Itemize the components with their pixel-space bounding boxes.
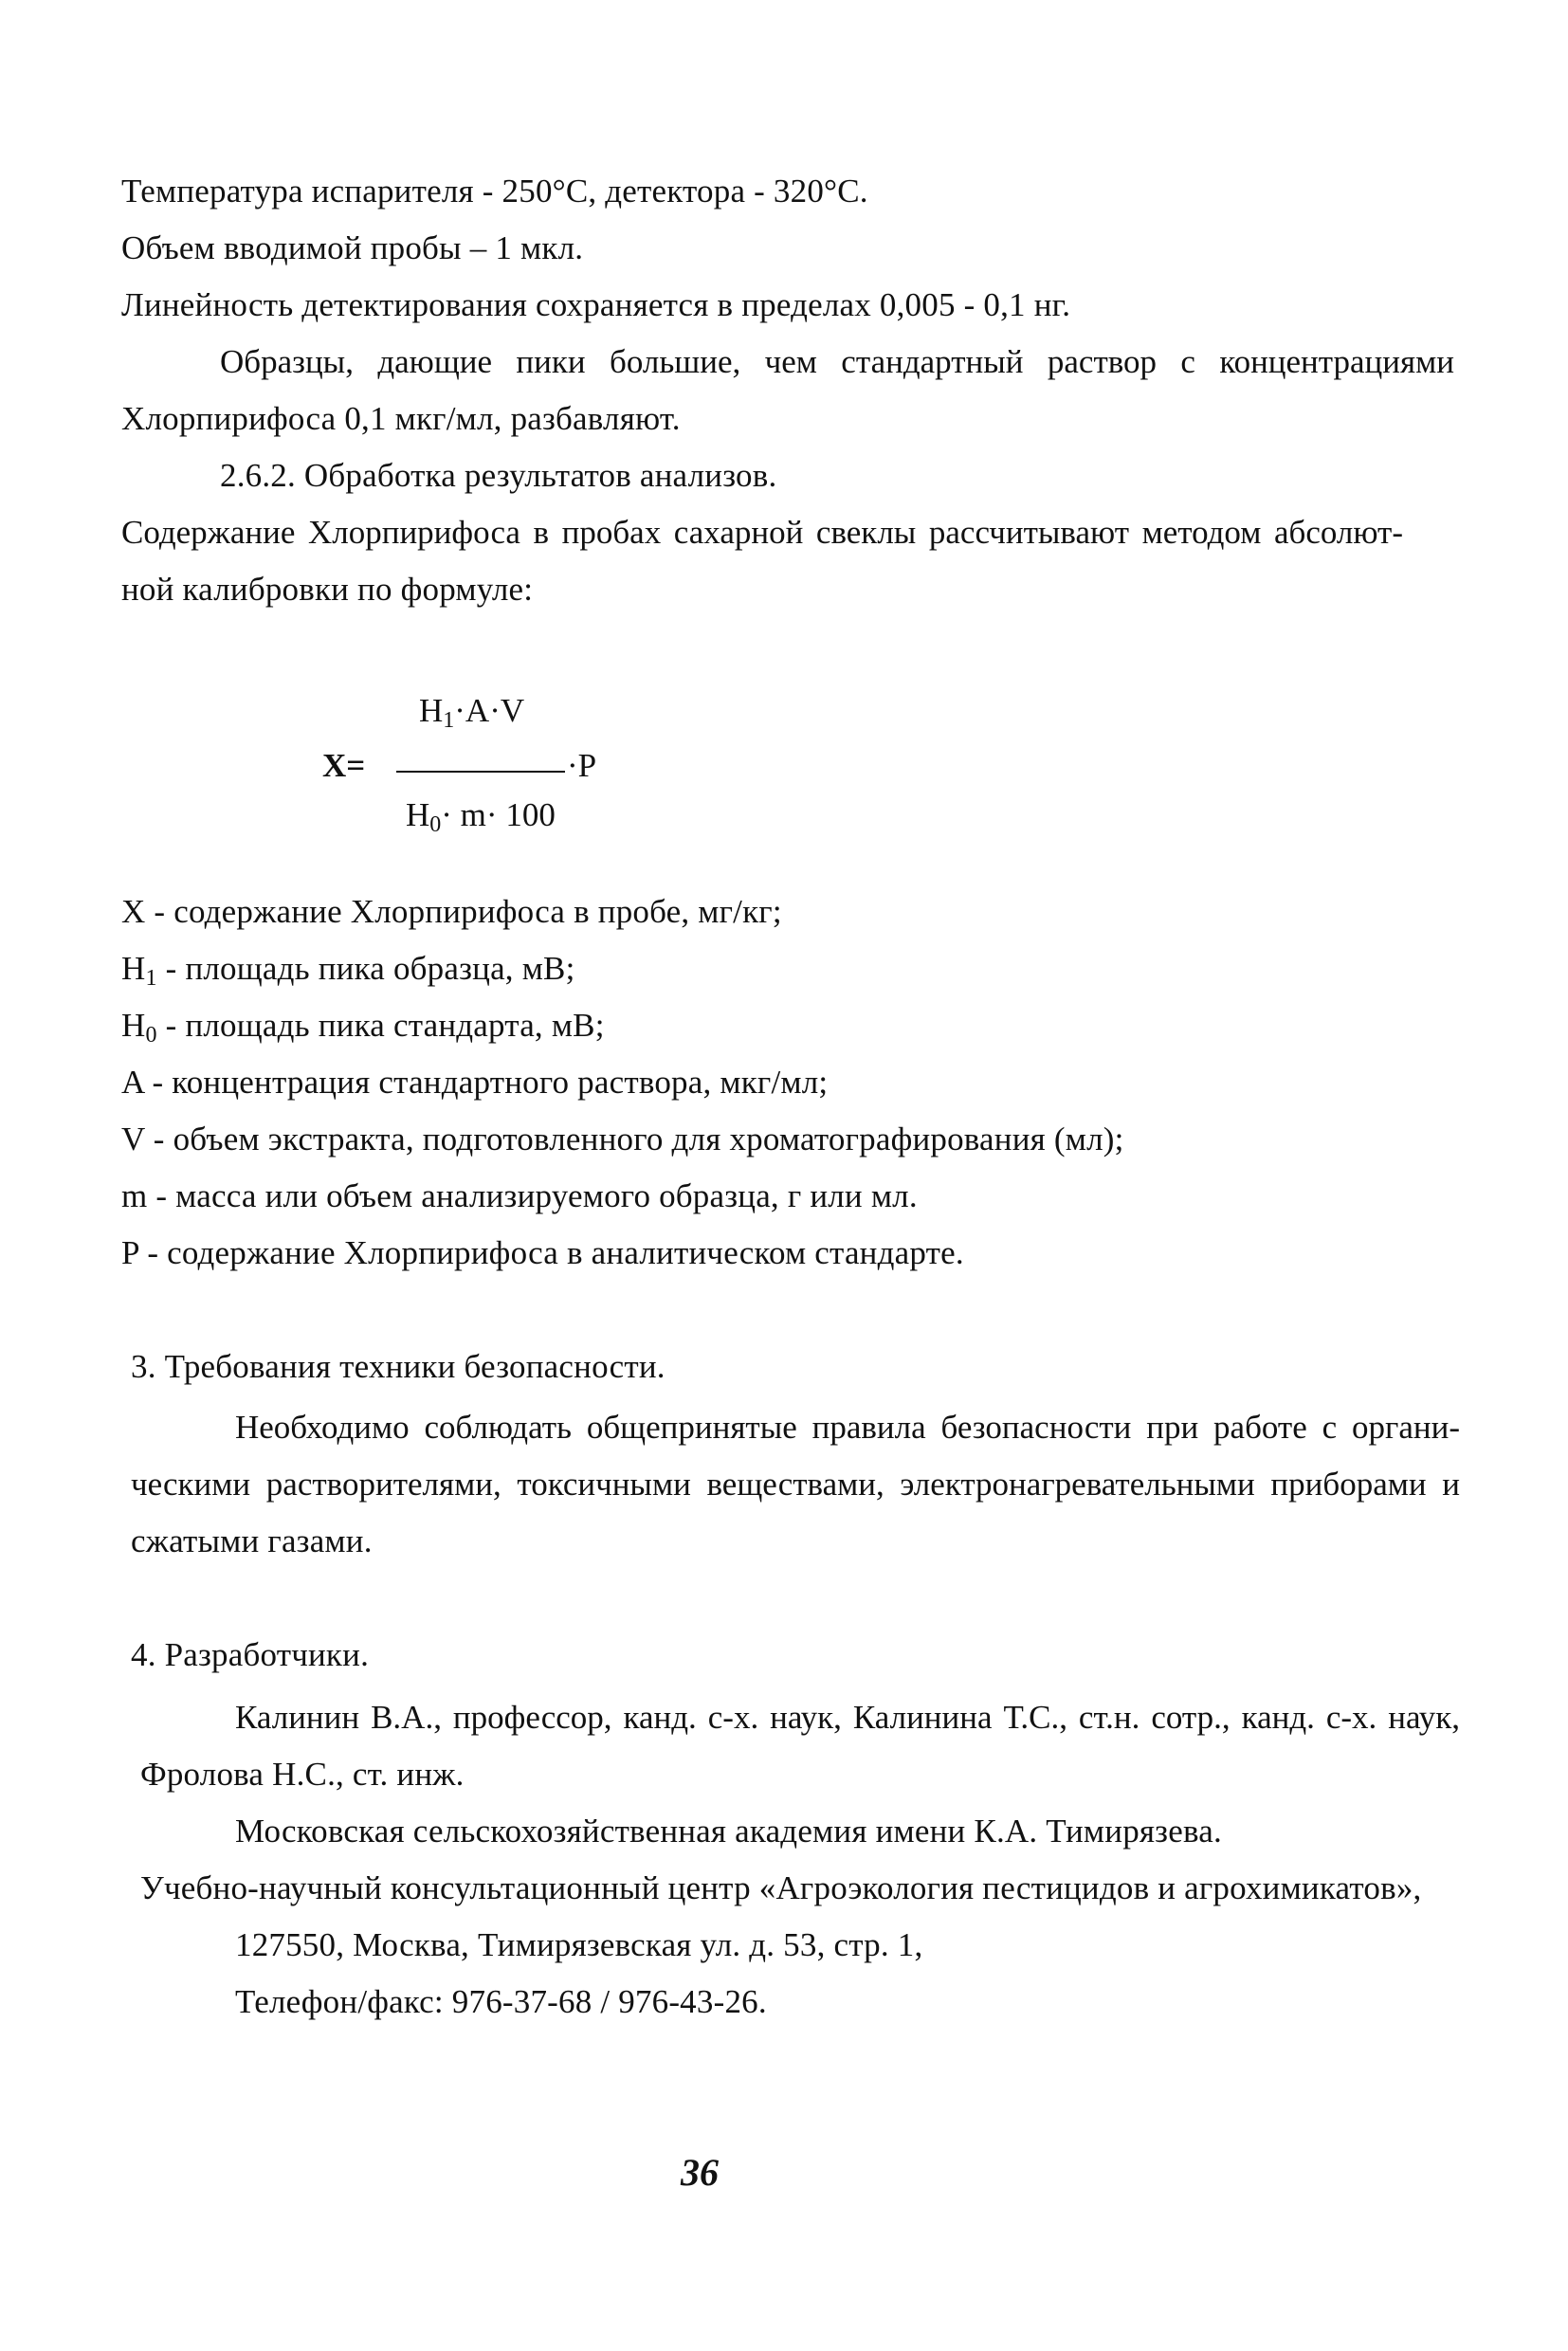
dilution-paragraph-line1: Образцы, дающие пики большие, чем стандартный раствор с концентрациями bbox=[220, 343, 1454, 380]
safety-paragraph-line2: ческими растворителями, токсичными веществами, электронагревательными приборами и bbox=[131, 1466, 1460, 1503]
sample-volume-line: Объем вводимой пробы – 1 мкл. bbox=[121, 229, 584, 266]
safety-paragraph-line1: Необходимо соблюдать общепринятые правила безопасности при работе с органи- bbox=[235, 1409, 1460, 1446]
legend-h1: $H_1$ - площадь пика образца, мВ; bbox=[121, 950, 575, 991]
organization-academy: Московская сельскохозяйственная академия имени К.А. Тимирязева. bbox=[235, 1813, 1222, 1850]
section-4-heading: 4. Разработчики. bbox=[131, 1636, 370, 1673]
formula-denominator: $H_0\cdot m\cdot 100$ bbox=[406, 796, 556, 837]
legend-p: P - содержание Хлорпирифоса в аналитическом стандарте. bbox=[121, 1234, 964, 1271]
calculation-formula bbox=[313, 692, 635, 844]
organization-address: 127550, Москва, Тимирязевская ул. д. 53, стр. 1, bbox=[235, 1926, 923, 1963]
page-number: 36 bbox=[681, 2151, 719, 2194]
dilution-paragraph-line2: Хлорпирифоса 0,1 мкг/мл, разбавляют. bbox=[121, 400, 681, 437]
section-2-6-2-heading: 2.6.2. Обработка результатов анализов. bbox=[220, 457, 777, 494]
evaporator-temp-line: Температура испарителя - 250°С, детектора - 320°С. bbox=[121, 173, 868, 210]
organization-phone: Телефон/факс: 976-37-68 / 976-43-26. bbox=[235, 1983, 767, 2020]
section-3-heading: 3. Требования техники безопасности. bbox=[131, 1348, 665, 1385]
calc-paragraph-line2: ной калибровки по формуле: bbox=[121, 571, 534, 608]
calc-paragraph-line1: Содержание Хлорпирифоса в пробах сахарной свеклы рассчитывают методом абсолют- bbox=[121, 514, 1403, 551]
developers-line1: Калинин В.А., профессор, канд. с-х. наук, Калинина Т.С., ст.н. сотр., канд. с-х. наук, bbox=[235, 1699, 1460, 1736]
legend-x: X - содержание Хлорпирифоса в пробе, мг/кг; bbox=[121, 893, 782, 930]
legend-m: m - масса или объем анализируемого образца, г или мл. bbox=[121, 1177, 918, 1214]
linearity-line: Линейность детектирования сохраняется в пределах 0,005 - 0,1 нг. bbox=[121, 286, 1071, 323]
legend-v: V - объем экстракта, подготовленного для хроматографирования (мл); bbox=[121, 1121, 1124, 1157]
safety-paragraph-line3: сжатыми газами. bbox=[131, 1522, 373, 1559]
organization-center: Учебно-научный консультационный центр «Агроэкология пестицидов и агрохимикатов», bbox=[140, 1869, 1422, 1906]
formula-multiplier: ·P bbox=[567, 747, 597, 784]
formula-numerator: $H_1\cdot A\cdot V$ bbox=[419, 692, 525, 733]
formula-lhs: X= bbox=[322, 747, 366, 784]
legend-h0: $H_0$ - площадь пика стандарта, мВ; bbox=[121, 1007, 605, 1048]
fraction-bar bbox=[396, 771, 565, 773]
legend-a: A - концентрация стандартного раствора, мкг/мл; bbox=[121, 1064, 829, 1101]
developers-line2: Фролова Н.С., ст. инж. bbox=[140, 1756, 465, 1793]
